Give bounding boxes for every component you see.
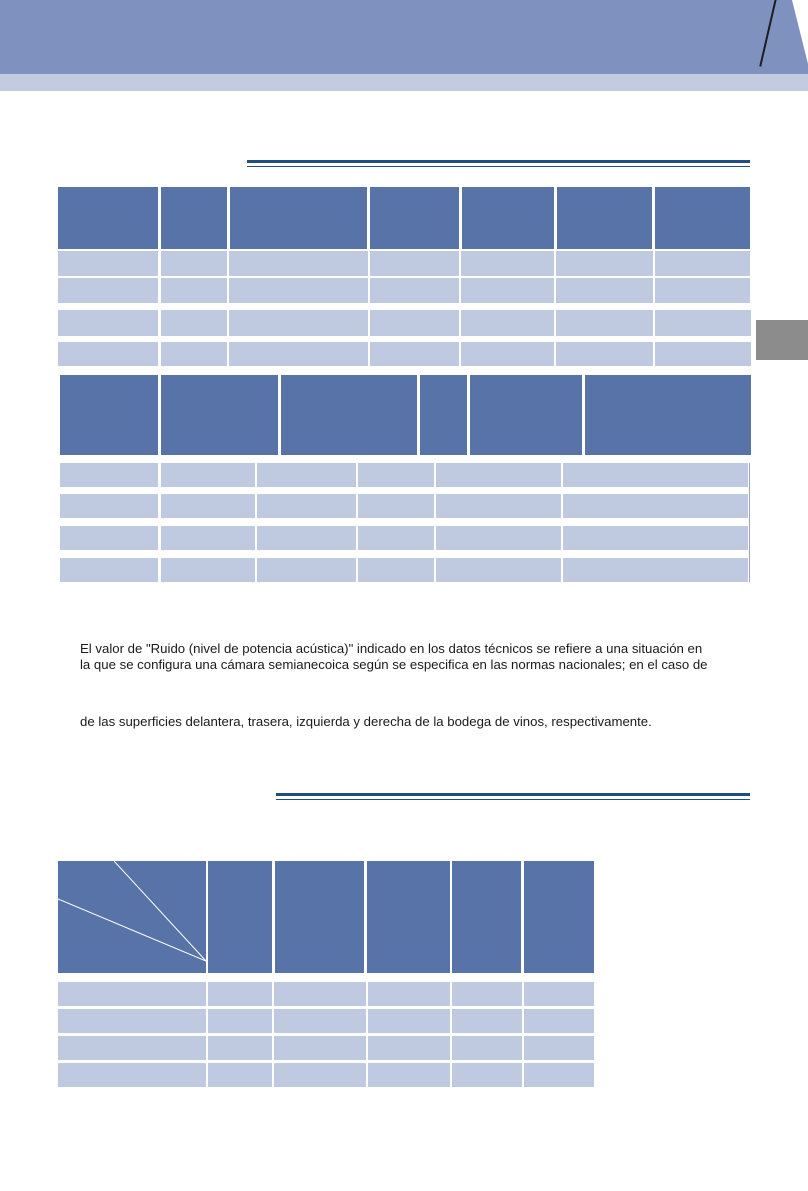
table1-divider (459, 251, 461, 366)
table3-divider (272, 982, 274, 1087)
table1-divider (653, 251, 655, 366)
table2-right-edge (749, 463, 750, 582)
table2-row (60, 558, 748, 582)
table1-divider (158, 251, 161, 366)
table2-row (60, 526, 748, 550)
section-rule-1-thin (247, 166, 750, 167)
table1-header-cell (557, 187, 652, 249)
chapter-side-tab (756, 320, 808, 360)
table2-header-cell (585, 375, 751, 455)
table2-row (60, 494, 748, 518)
table3-header-cell (524, 861, 594, 973)
table1-header-cell (655, 187, 750, 249)
table1-header-cell (161, 187, 227, 249)
table3-row (58, 1009, 594, 1033)
section-rule-1-thick (247, 160, 750, 163)
table2-divider (255, 463, 257, 582)
table3-row (58, 1036, 594, 1060)
table1-divider (368, 251, 370, 366)
table2-divider (356, 463, 358, 582)
table2-divider (561, 463, 563, 582)
table1-divider (554, 251, 556, 366)
table1-header-cell (462, 187, 554, 249)
table2-header-cell (470, 375, 582, 455)
table1-row (58, 342, 751, 366)
table1-row (58, 310, 751, 336)
table3-header-cell (275, 861, 364, 973)
table1-header-cell (58, 187, 158, 249)
top-banner (0, 0, 808, 74)
section-rule-2-thick (276, 793, 750, 796)
table3-row (58, 1063, 594, 1087)
table1-row (58, 251, 750, 276)
table3-divider (522, 982, 524, 1087)
table3-header-cell (208, 861, 272, 973)
table2-header-cell (281, 375, 417, 455)
section-rule-2-thin (276, 799, 750, 800)
table1-header-cell (230, 187, 367, 249)
table3-divider (366, 982, 368, 1087)
top-banner-stripe (0, 74, 808, 91)
table2-divider (434, 463, 436, 582)
table1-row (58, 278, 750, 303)
table2-header-cell (60, 375, 158, 455)
table3-divider (450, 982, 452, 1087)
table2-header-cell (161, 375, 278, 455)
table2-divider (158, 463, 161, 582)
table2-row (60, 463, 748, 487)
table3-header-cell (452, 861, 521, 973)
table3-divider (206, 982, 208, 1087)
table3-header-cell (367, 861, 450, 973)
noise-note-line-1: El valor de "Ruido (nivel de potencia acústica)" indicado en los datos técnicos se refiere a una situación en (80, 641, 703, 656)
noise-note-line-3: de las superficies delantera, trasera, izquierda y derecha de la bodega de vinos, respectivamente. (80, 714, 652, 729)
noise-note-line-2: la que se configura una cámara semianecoica según se especifica en las normas nacionales; en el caso de (80, 657, 708, 672)
table3-row (58, 982, 594, 1006)
table3-diagonal-lines (58, 861, 206, 973)
table1-header-cell (370, 187, 459, 249)
table1-divider (227, 251, 229, 366)
table2-header-cell (420, 375, 467, 455)
page-corner-cut (792, 0, 808, 64)
